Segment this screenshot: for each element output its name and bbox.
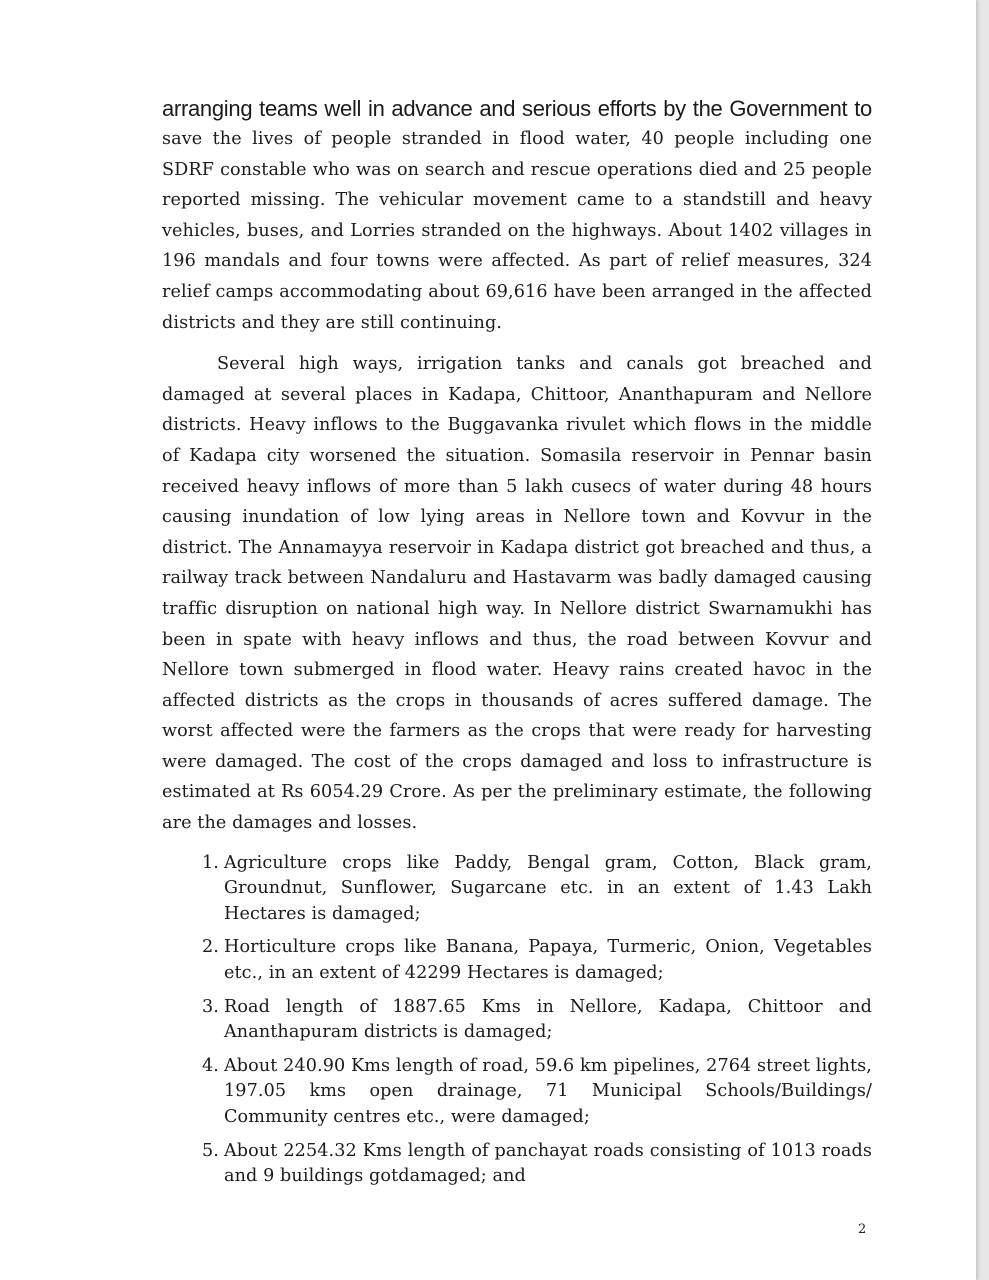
paragraph-1-lead-line: arranging teams well in advance and serious efforts by the Government to [162, 96, 872, 121]
paragraph-1 [162, 94, 872, 338]
list-item-number: 2. [202, 937, 219, 958]
list-item-number: 3. [202, 996, 219, 1017]
page-number: 2 [858, 1222, 867, 1237]
list-item [202, 1139, 872, 1190]
paragraph-2: Several high ways, irrigation tanks and canals got breached and damaged at several places in Kadapa, Chittoor, Ananthapuram and Nellore districts. Heavy inflows to the Buggavanka rivulet which flows in the middle of Kadapa city worsened the situation. Somasila reservoir in Pennar basin received heavy inflows of more than 5 lakh cusecs of water during 48 hours causing inundation of low lying areas in Nellore town and Kovvur in the district. The Annamayya reservoir in Kadapa district got breached and thus, a railway track between Nandaluru and Hastavarm was badly damaged causing traffic disruption on national high way. In Nellore district Swarnamukhi has been in spate with heavy inflows and thus, the road between Kovvur and Nellore town submerged in flood water. Heavy rains created havoc in the affected districts as the crops in thousands of acres suffered damage. The worst affected were the farmers as the crops that were ready for harvesting were damaged. The cost of the crops damaged and loss to infrastructure is estimated at Rs 6054.29 Crore. As per the preliminary estimate, the following are the damages and losses. [162, 354, 872, 834]
list-item-text: Road length of 1887.65 Kms in Nellore, Kadapa, Chittoor and Ananthapuram districts is damaged; [224, 996, 872, 1043]
list-item-text: About 2254.32 Kms length of panchayat roads consisting of 1013 roads and 9 buildings gotdamaged; and [224, 1140, 872, 1187]
list-item [202, 851, 872, 928]
list-item-number: 4. [202, 1055, 219, 1076]
list-item-text: About 240.90 Kms length of road, 59.6 km pipelines, 2764 street lights, 197.05 kms open drainage, 71 Municipal Schools/Buildings/ Community centres etc., were damaged; [224, 1055, 872, 1127]
list-item-number: 1. [202, 852, 219, 873]
list-item [202, 935, 872, 986]
list-item-number: 5. [202, 1140, 219, 1161]
document-body [162, 92, 872, 1198]
list-item-text: Horticulture crops like Banana, Papaya, Turmeric, Onion, Vegetables etc., in an extent of 42299 Hectares is damaged; [224, 937, 872, 984]
paragraph-1-text: save the lives of people stranded in flood water, 40 people including one SDRF constable who was on search and rescue operations died and 25 people reported missing. The vehicular movement came to a standstill and heavy vehicles, buses, and Lorries stranded on the highways. About 1402 villages in 196 mandals and four towns were affected. As part of relief measures, 324 relief camps accommodating about 69,616 have been arranged in the affected districts and they are still continuing. [162, 129, 872, 333]
list-item-text: Agriculture crops like Paddy, Bengal gram, Cotton, Black gram, Groundnut, Sunflower, Sugarcane etc. in an extent of 1.43 Lakh Hectares is damaged; [224, 852, 872, 924]
damages-list [162, 851, 872, 1190]
list-item [202, 1054, 872, 1131]
list-item [202, 995, 872, 1046]
